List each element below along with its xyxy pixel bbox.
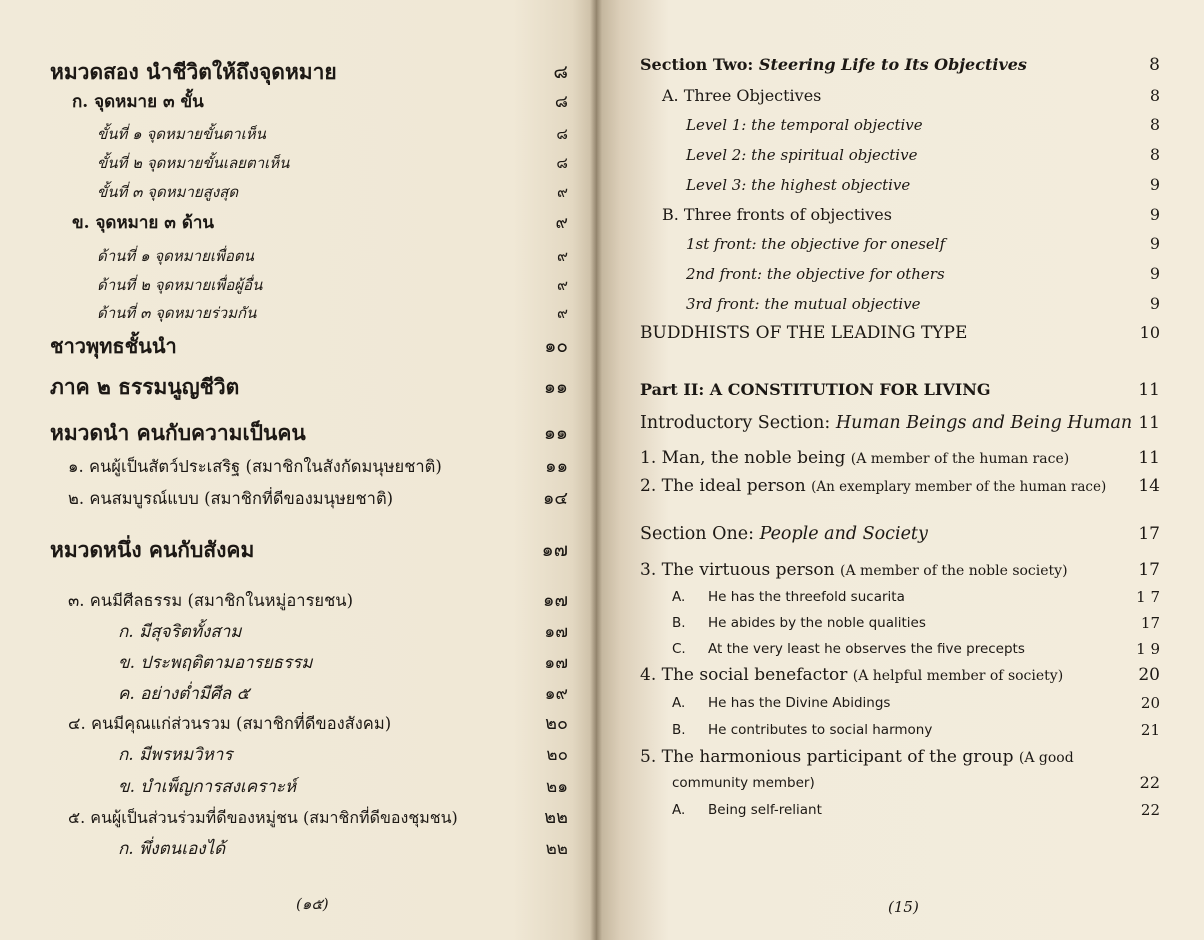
toc-entry [0,709,596,739]
toc-entry [596,408,1204,438]
toc-entry [596,471,1204,501]
toc-label: ภาค ๒ ธรรมนูญชีวิต [50,374,240,399]
toc-label: ขั้นที่ ๑ จุดหมายขั้นตาเห็น [97,125,266,143]
toc-page: ๘ [556,154,568,172]
toc-entry [0,834,596,864]
toc-page: ๒๑ [546,777,568,797]
toc-page: 22 [1140,801,1160,819]
toc-label: ข. ประพฤติตามอารยธรรม [118,653,313,673]
toc-sublabel: He contributes to social harmony [708,722,933,738]
toc-label: ขั้นที่ ๒ จุดหมายขั้นเลยตาเห็น [97,154,290,172]
toc-page: 11 [1138,380,1160,400]
toc-page: 20 [1140,694,1160,712]
toc-entry [0,298,596,328]
toc-page: ๙ [557,247,568,265]
page-folio: (15) [888,898,919,916]
toc-page: ๒๐ [546,745,568,765]
toc-label: 3rd front: the mutual objective [686,295,921,313]
toc-label: 2nd front: the objective for others [686,265,945,283]
toc-sublabel: Being self-reliant [708,802,822,818]
toc-page: ๑๗ [544,653,568,673]
toc-label: ๑. คนผู้เป็นสัตว์ประเสริฐ (สมาชิกในสังกัดมนุษยชาติ) [68,457,442,476]
toc-entry [596,660,1204,690]
toc-entry [0,679,596,709]
toc-entry [596,443,1204,473]
toc-entry [596,519,1204,549]
toc-page: ๑๑ [543,376,568,398]
toc-page: ๘ [556,125,568,143]
toc-page: 17 [1140,614,1160,632]
toc-page: ๘ [554,92,568,112]
toc-entry [596,375,1204,405]
toc-sublabel: He abides by the noble qualities [708,615,926,631]
toc-label: หมวดนำ คนกับความเป็นคน [50,420,306,445]
toc-label: 5. The harmonious participant of the group (A good [640,747,1074,767]
toc-entry [0,208,596,238]
toc-entry [0,177,596,207]
toc-page: ๒๐ [545,713,568,734]
toc-entry [0,803,596,833]
toc-label: ก. มีพรหมวิหาร [118,745,233,765]
toc-entry [0,148,596,178]
toc-page: ๑๗ [543,590,568,611]
toc-label: A. [672,802,686,818]
toc-page: 8 [1149,86,1160,105]
toc-entry [596,50,1204,80]
toc-label: 4. The social benefactor (A helpful member of society) [640,665,1064,685]
toc-label: B. Three fronts of objectives [662,205,892,224]
toc-entry [0,331,596,361]
toc-page: 8 [1149,145,1160,164]
book-gutter [590,0,602,940]
page-folio: (๑๕) [296,895,329,913]
toc-entry [0,617,596,647]
toc-page: 9 [1149,205,1160,224]
toc-label: ๔. คนมีคุณแก่ส่วนรวม (สมาชิกที่ดีของสังคม) [68,714,392,733]
toc-label: 3. The virtuous person (A member of the noble society) [640,560,1068,580]
toc-entry [596,555,1204,585]
toc-label: ข. บำเพ็ญการสงเคราะห์ [118,777,297,797]
toc-label: ค. อย่างต่ำมีศีล ๕ [118,684,250,704]
right-page [596,0,1204,940]
toc-page: 8 [1149,55,1160,75]
toc-entry [0,87,596,117]
toc-label: ชาวพุทธชั้นนำ [50,334,177,358]
toc-label: Section Two: Steering Life to Its Objectives [640,55,1027,74]
toc-label: ด้านที่ ๑ จุดหมายเพื่อตน [97,247,254,265]
toc-page: ๑๐ [544,335,568,357]
toc-label: ๒. คนสมบูรณ์แบบ (สมาชิกที่ดีของมนุษยชาติ) [68,489,394,508]
toc-entry [0,484,596,514]
toc-page: 9 [1149,264,1160,283]
toc-page: 1 7 [1136,588,1160,606]
toc-label: ๓. คนมีศีลธรรม (สมาชิกในหมู่อารยชน) [68,591,354,610]
toc-label: BUDDHISTS OF THE LEADING TYPE [640,323,968,343]
toc-page: ๒๒ [544,807,568,828]
toc-label: A. [672,695,686,711]
toc-page: 1 9 [1136,640,1160,658]
toc-label: Part II: A CONSTITUTION FOR LIVING [640,380,991,399]
toc-page: 22 [1139,773,1160,792]
toc-label: ก. จุดหมาย ๓ ขั้น [72,92,204,112]
toc-page: 8 [1149,115,1160,134]
toc-page: 9 [1149,175,1160,194]
toc-entry [596,140,1204,170]
left-page [0,0,596,940]
toc-label: 2. The ideal person (An exemplary member of the human race) [640,476,1107,496]
toc-label: Section One: People and Society [640,524,928,544]
toc-page: ๙ [557,304,568,322]
toc-entry [0,740,596,770]
toc-entry [0,452,596,482]
toc-label: community member) [672,775,815,791]
toc-page: ๑๑ [543,422,568,444]
toc-page: 10 [1139,323,1160,342]
toc-page: ๑๑ [545,456,568,477]
toc-page: ๒๒ [545,839,568,859]
toc-page: 17 [1138,560,1160,580]
toc-page: 9 [1149,234,1160,253]
toc-entry [0,270,596,300]
toc-page: ๑๗ [544,622,568,642]
toc-label: Level 2: the spiritual objective [686,146,918,164]
toc-sublabel: He has the threefold sucarita [708,589,905,605]
toc-entry [596,200,1204,230]
toc-page: ๙ [557,276,568,294]
toc-label: Level 1: the temporal objective [686,116,923,134]
toc-entry [596,795,1204,825]
toc-entry [0,372,596,402]
toc-label: Level 3: the highest objective [686,176,911,194]
toc-entry [0,57,596,87]
toc-page: ๙ [557,183,568,201]
toc-label: หมวดหนึ่ง คนกับสังคม [50,537,255,562]
toc-page: 17 [1138,524,1160,544]
toc-entry [596,715,1204,745]
toc-entry [596,110,1204,140]
toc-label: หมวดสอง นำชีวิตให้ถึงจุดหมาย [50,59,337,84]
toc-entry [0,418,596,448]
toc-entry [596,289,1204,319]
toc-label: B. [672,722,686,738]
toc-entry [596,259,1204,289]
toc-label: ๕. คนผู้เป็นส่วนร่วมที่ดีของหมู่ชน (สมาชิกที่ดีของชุมชน) [68,808,458,827]
toc-page: ๘ [553,61,568,83]
toc-page: 9 [1149,294,1160,313]
toc-page: 11 [1138,413,1160,433]
toc-entry [596,688,1204,718]
toc-label: 1st front: the objective for oneself [686,235,946,253]
toc-page: 20 [1138,665,1160,685]
toc-entry [0,648,596,678]
toc-entry [0,535,596,565]
toc-sublabel: He has the Divine Abidings [708,695,891,711]
toc-page: ๙ [555,213,568,233]
toc-entry [0,119,596,149]
toc-sublabel: At the very least he observes the five precepts [708,641,1025,657]
toc-entry [596,170,1204,200]
toc-page: 11 [1138,448,1160,468]
toc-page: ๑๙ [544,684,568,704]
toc-entry [596,81,1204,111]
toc-entry [596,318,1204,348]
toc-page: 14 [1138,476,1160,496]
toc-label: 1. Man, the noble being (A member of the human race) [640,448,1070,468]
toc-label: ก. มีสุจริตทั้งสาม [118,622,242,642]
toc-label: ข. จุดหมาย ๓ ด้าน [72,213,215,233]
toc-label: B. [672,615,686,631]
toc-label: C. [672,641,686,657]
toc-entry [0,241,596,271]
toc-entry [0,586,596,616]
toc-entry [596,229,1204,259]
toc-label: ก. พึ่งตนเองได้ [118,839,226,859]
toc-label: A. Three Objectives [662,86,822,105]
toc-page: ๑๔ [542,488,568,509]
toc-label: ด้านที่ ๓ จุดหมายร่วมกัน [97,304,257,322]
toc-label: ขั้นที่ ๓ จุดหมายสูงสุด [97,183,239,201]
toc-page: 21 [1140,721,1160,739]
toc-page: ๑๗ [541,539,568,561]
toc-label: A. [672,589,686,605]
toc-entry [596,768,1204,798]
toc-entry [0,772,596,802]
toc-label: ด้านที่ ๒ จุดหมายเพื่อผู้อื่น [97,276,263,294]
toc-label: Introductory Section: Human Beings and Being Human [640,413,1133,433]
